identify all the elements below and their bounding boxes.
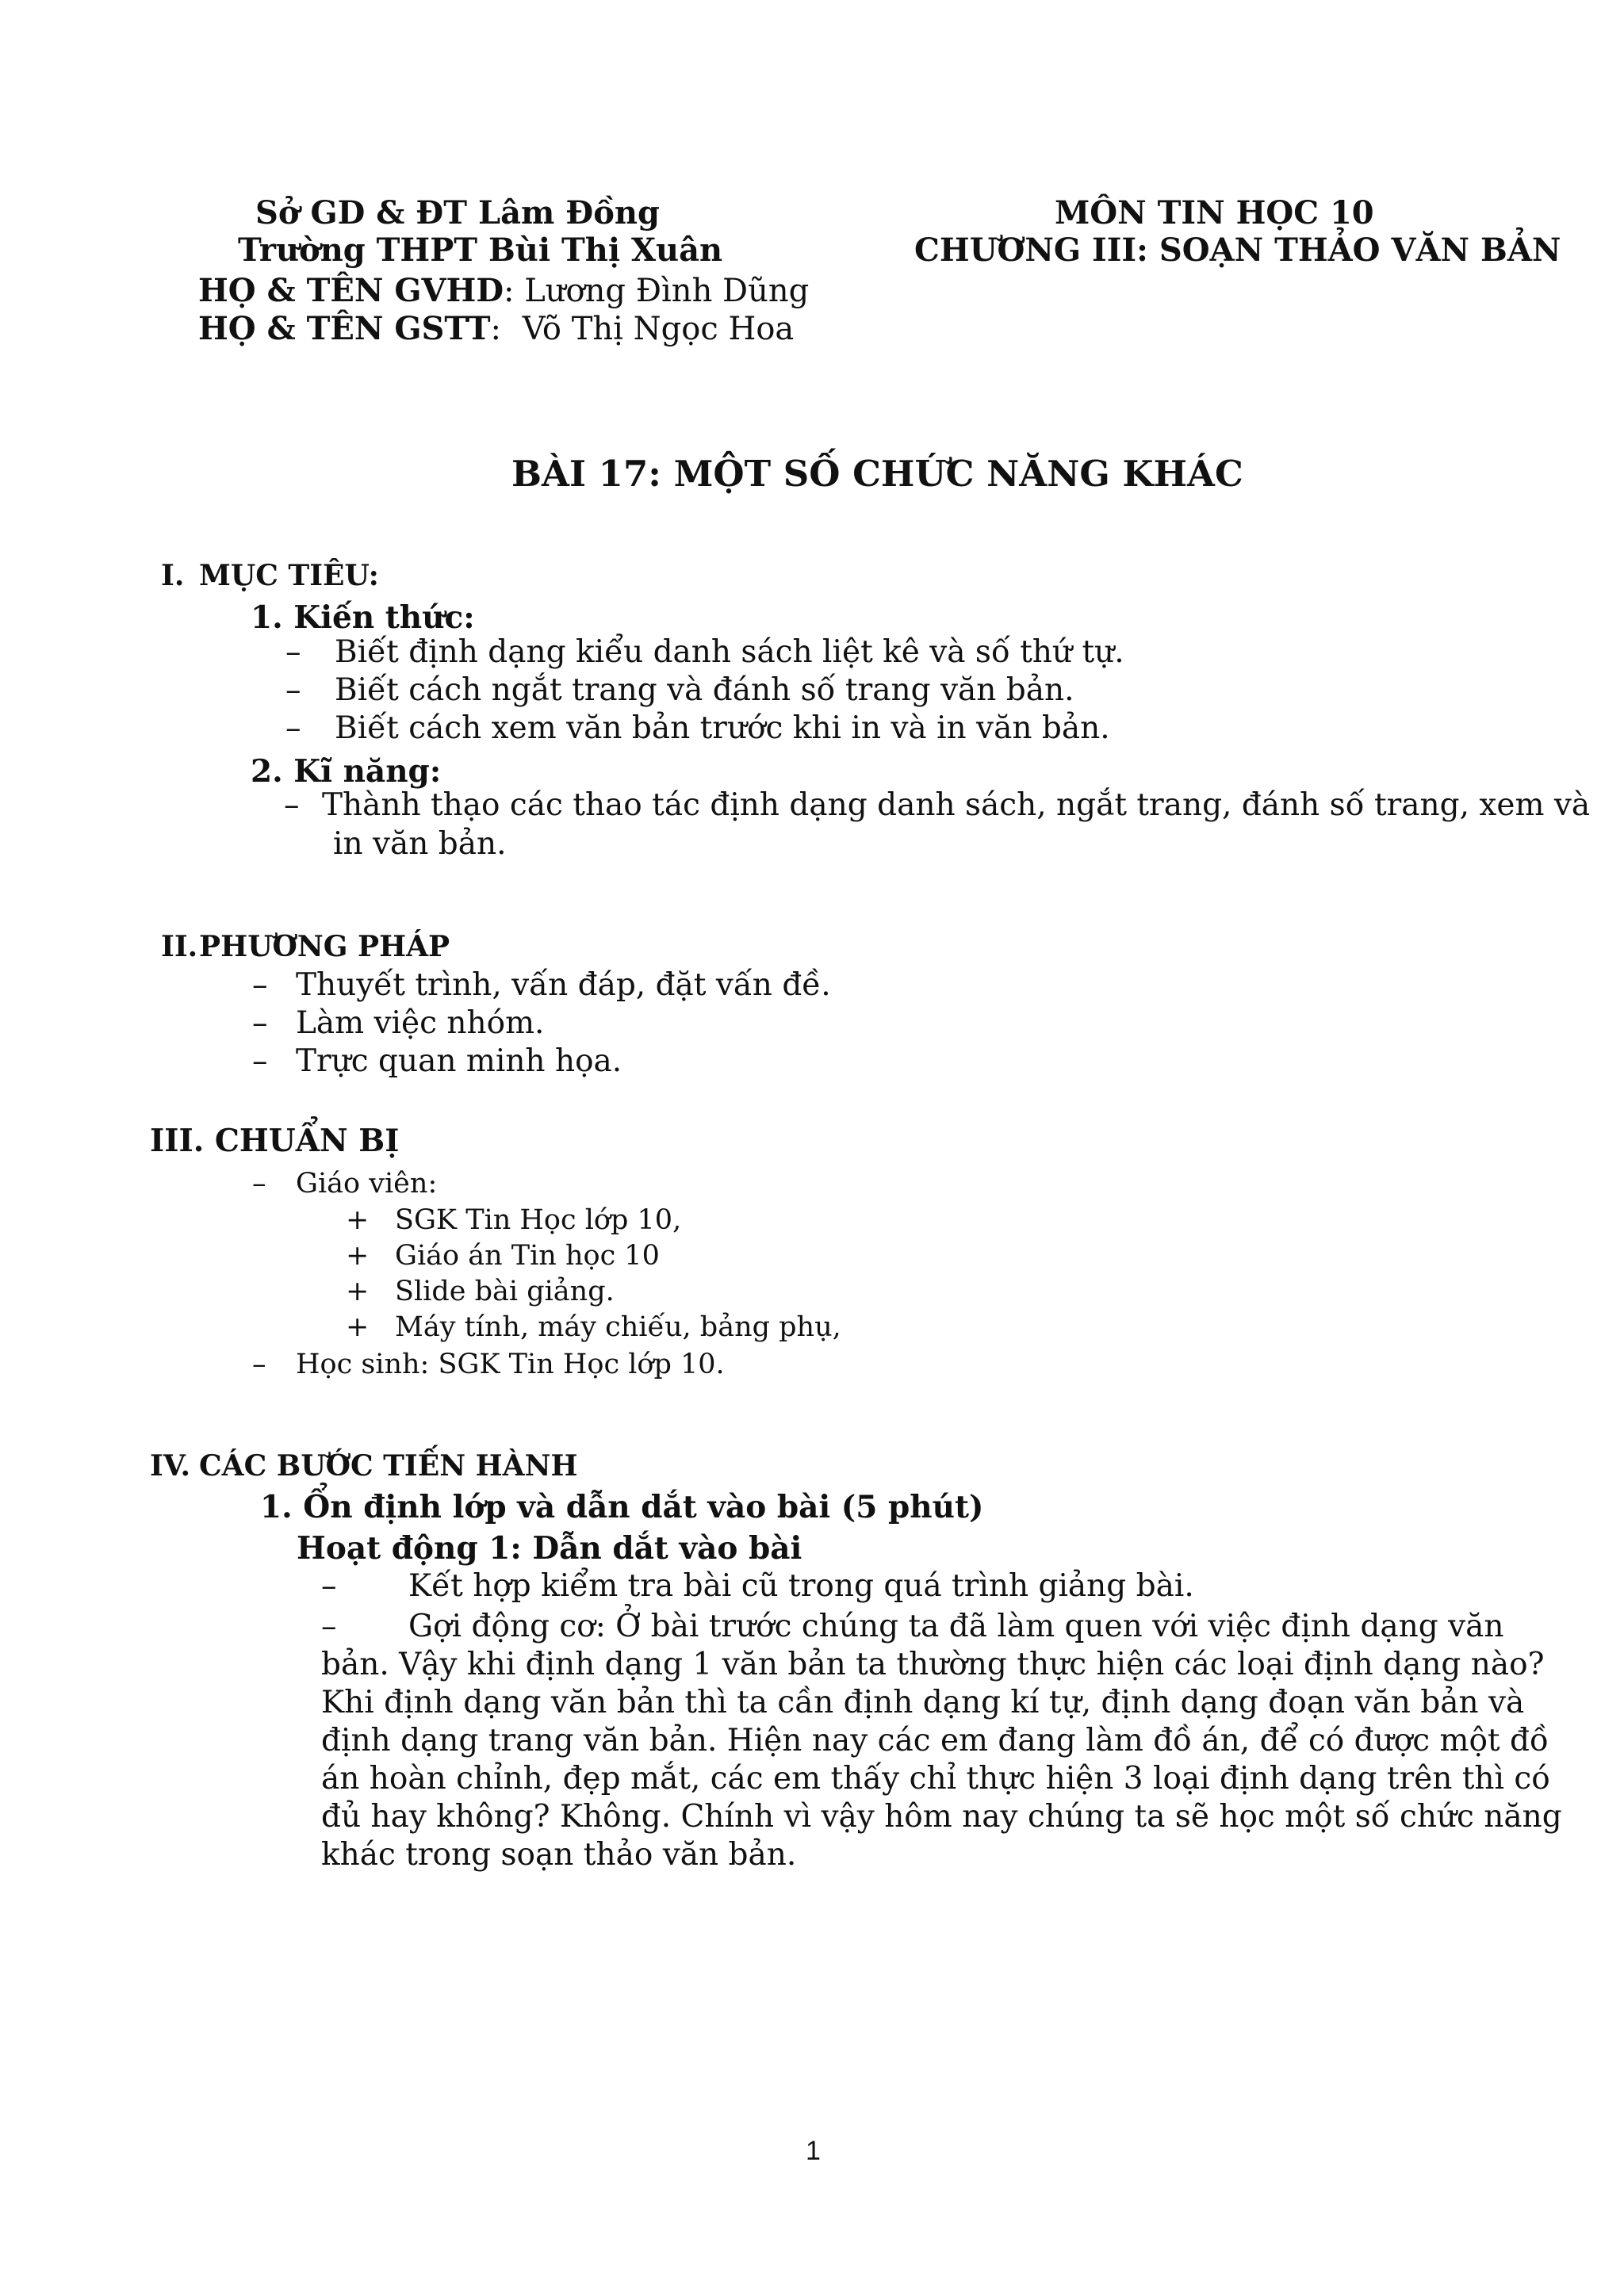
list-item: – Thuyết trình, vấn đáp, đặt vấn đề.	[252, 967, 831, 1003]
sub-list-item: + Slide bài giảng.	[346, 1276, 615, 1307]
school-name: Trường THPT Bùi Thị Xuân	[238, 232, 723, 269]
gstt-line	[198, 312, 794, 346]
department-name: Sở GD & ĐT Lâm Đồng	[255, 194, 660, 232]
sub-list-item: + SGK Tin Học lớp 10,	[346, 1204, 682, 1236]
paragraph-line: đủ hay không? Không. Chính vì vậy hôm nay chúng ta sẽ học một số chức năng	[321, 1799, 1562, 1835]
chapter-name: CHƯƠNG III: SOẠN THẢO VĂN BẢN	[914, 232, 1561, 269]
paragraph-line: Khi định dạng văn bản thì ta cần định dạng kí tự, định dạng đoạn văn bản và	[321, 1685, 1525, 1720]
paragraph-line: – Gợi động cơ: Ở bài trước chúng ta đã làm quen với việc định dạng văn	[321, 1609, 1504, 1644]
list-item: – Biết cách xem văn bản trước khi in và in văn bản.	[285, 710, 1110, 746]
list-item: – Học sinh: SGK Tin Học lớp 10.	[252, 1349, 725, 1380]
sub-list-item: + Giáo án Tin học 10	[346, 1240, 660, 1272]
lesson-title: BÀI 17: MỘT SỐ CHỨC NĂNG KHÁC	[511, 453, 1243, 495]
section-4-title: CÁC BƯỚC TIẾN HÀNH	[199, 1449, 578, 1483]
list-item-continuation: in văn bản.	[333, 826, 507, 862]
paragraph-line: định dạng trang văn bản. Hiện nay các em đang làm đồ án, để có được một đồ	[321, 1723, 1549, 1758]
paragraph-line: án hoàn chỉnh, đẹp mắt, các em thấy chỉ thực hiện 3 loại định dạng trên thì có	[321, 1761, 1550, 1797]
motivation-paragraph	[321, 1608, 1562, 1874]
paragraph-line: khác trong soạn thảo văn bản.	[321, 1837, 797, 1873]
paragraph-line: bản. Vậy khi định dạng 1 văn bản ta thường thực hiện các loại định dạng nào?	[321, 1647, 1545, 1682]
gstt-sep: :	[490, 311, 501, 347]
section-1-title: MỤC TIÊU:	[199, 559, 379, 592]
activity-heading: Hoạt động 1: Dẫn dắt vào bài	[297, 1530, 802, 1567]
section-4-heading	[150, 1451, 578, 1483]
gvhd-line	[198, 274, 809, 308]
sub-list-item: + Máy tính, máy chiếu, bảng phụ,	[346, 1311, 841, 1343]
page-number: 1	[806, 2136, 821, 2166]
list-item: – Kết hợp kiểm tra bài cũ trong quá trình giảng bài.	[321, 1568, 1194, 1604]
knowledge-heading: 1. Kiến thức:	[251, 599, 475, 636]
skill-heading: 2. Kĩ năng:	[251, 753, 442, 790]
section-2-title: PHƯƠNG PHÁP	[199, 930, 450, 963]
gvhd-label: HỌ & TÊN GVHD	[198, 272, 504, 309]
gstt-label: HỌ & TÊN GSTT	[198, 310, 491, 347]
list-item: – Làm việc nhóm.	[252, 1005, 545, 1041]
section-4-numeral: IV.	[150, 1449, 191, 1483]
list-item: – Biết cách ngắt trang và đánh số trang văn bản.	[285, 672, 1074, 708]
step-heading: 1. Ổn định lớp và dẫn dắt vào bài (5 phút)	[260, 1489, 984, 1525]
list-item: – Giáo viên:	[252, 1168, 438, 1200]
gvhd-sep: :	[504, 273, 515, 309]
section-3-heading: III. CHUẨN BỊ	[150, 1123, 400, 1159]
section-2-numeral: II.	[161, 930, 198, 963]
section-1-numeral: I.	[161, 559, 185, 592]
gstt-name: Võ Thị Ngọc Hoa	[522, 311, 795, 347]
list-item: – Biết định dạng kiểu danh sách liệt kê và số thứ tự.	[285, 634, 1124, 670]
subject-name: MÔN TIN HỌC 10	[1055, 194, 1374, 232]
section-1-heading	[161, 561, 379, 592]
list-item: – Thành thạo các thao tác định dạng danh sách, ngắt trang, đánh số trang, xem và	[284, 787, 1591, 823]
list-item: – Trực quan minh họa.	[252, 1043, 622, 1079]
gvhd-name: Lương Đình Dũng	[524, 273, 810, 309]
section-2-heading	[161, 932, 450, 963]
